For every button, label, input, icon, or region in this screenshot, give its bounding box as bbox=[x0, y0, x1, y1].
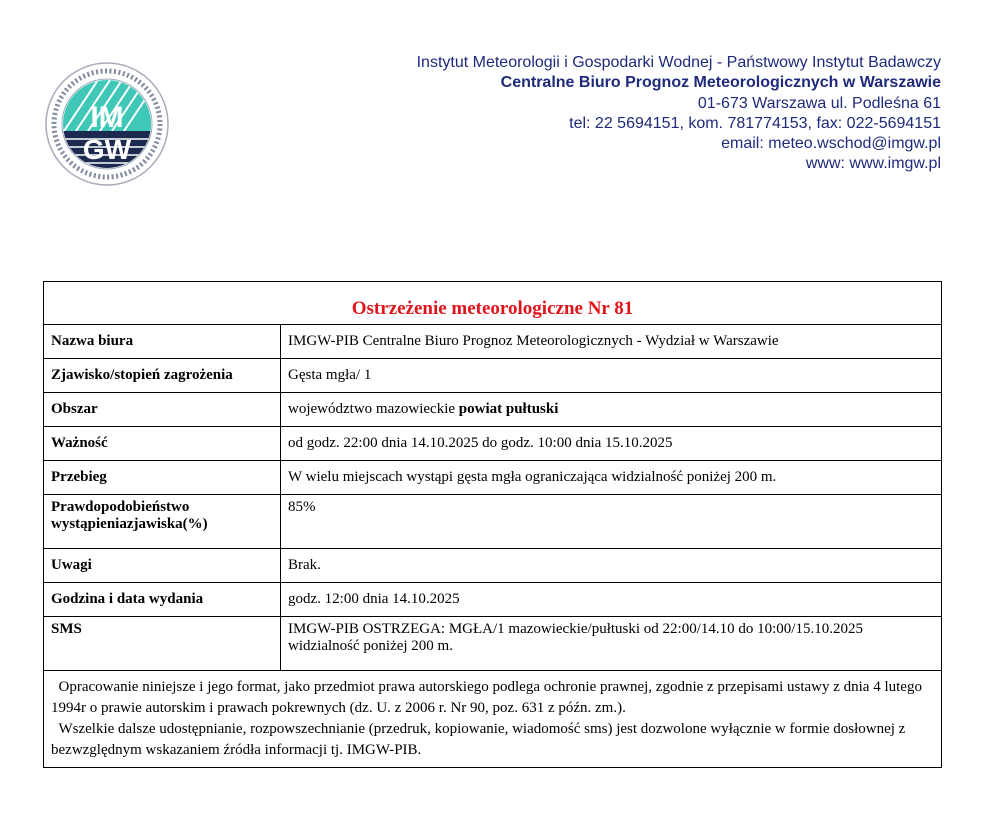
row-value: Gęsta mgła/ 1 bbox=[281, 359, 942, 393]
redistribution-paragraph: Wszelkie dalsze udostępnianie, rozpowszechnianie (przedruk, kopiowanie, wiadomość sms) jest dozwolone wyłącznie w formie dosłownej z bezwzględnym wskazaniem źródła informacji tj. IMGW-PIB. bbox=[51, 721, 906, 758]
row-label: Nazwa biura bbox=[44, 325, 281, 359]
row-label: Uwagi bbox=[44, 549, 281, 583]
row-value: godz. 12:00 dnia 14.10.2025 bbox=[281, 583, 942, 617]
row-label: Zjawisko/stopień zagrożenia bbox=[44, 359, 281, 393]
row-label: Ważność bbox=[44, 427, 281, 461]
table-row bbox=[44, 461, 942, 495]
warning-table bbox=[43, 281, 942, 768]
row-label: Przebieg bbox=[44, 461, 281, 495]
table-row bbox=[44, 393, 942, 427]
row-value: od godz. 22:00 dnia 14.10.2025 do godz. 10:00 dnia 15.10.2025 bbox=[281, 427, 942, 461]
row-label: SMS bbox=[44, 617, 281, 671]
row-label: Prawdopodobieństwo wystąpieniazjawiska(%) bbox=[44, 495, 281, 549]
table-row bbox=[44, 617, 942, 671]
copyright-paragraph: Opracowanie niniejsze i jego format, jako przedmiot prawa autorskiego podlega ochronie prawnej, zgodnie z przepisami ustawy z dnia 4 lutego 1994r o prawie autorskim i prawach pokrewnych (dz. U. z 2006 r. Nr 90, poz. 631 z późn. zm.). bbox=[51, 679, 922, 716]
copyright-notice bbox=[44, 671, 942, 768]
logo-mark-bottom: GW bbox=[82, 134, 132, 165]
copyright-row bbox=[44, 671, 942, 768]
website: www: www.imgw.pl bbox=[805, 155, 941, 173]
phone: tel: 22 5694151, kom. 781774153, fax: 022-5694151 bbox=[569, 114, 941, 132]
logo-mark-top: IM bbox=[90, 101, 124, 134]
email: email: meteo.wschod@imgw.pl bbox=[721, 135, 941, 153]
table-row bbox=[44, 549, 942, 583]
address: 01-673 Warszawa ul. Podleśna 61 bbox=[697, 94, 941, 112]
table-row bbox=[44, 325, 942, 359]
table-row bbox=[44, 495, 942, 549]
table-row bbox=[44, 359, 942, 393]
row-value: W wielu miejscach wystąpi gęsta mgła ograniczająca widzialność poniżej 200 m. bbox=[281, 461, 942, 495]
row-label: Godzina i data wydania bbox=[44, 583, 281, 617]
row-value bbox=[281, 393, 942, 427]
institution-header bbox=[417, 53, 941, 175]
row-value: IMGW-PIB Centralne Biuro Prognoz Meteorologicznych - Wydział w Warszawie bbox=[281, 325, 942, 359]
area-voivodeship: województwo mazowieckie bbox=[288, 401, 459, 417]
row-label: Obszar bbox=[44, 393, 281, 427]
office-name: Centralne Biuro Prognoz Meteorologicznych w Warszawie bbox=[500, 74, 941, 92]
row-value: IMGW-PIB OSTRZEGA: MGŁA/1 mazowieckie/pułtuski od 22:00/14.10 do 10:00/15.10.2025 widzialność poniżej 200 m. bbox=[281, 617, 942, 671]
table-row bbox=[44, 583, 942, 617]
table-row bbox=[44, 427, 942, 461]
imgw-logo bbox=[44, 61, 170, 187]
institute-name: Instytut Meteorologii i Gospodarki Wodnej - Państwowy Instytut Badawczy bbox=[416, 54, 941, 71]
area-county: powiat pułtuski bbox=[458, 401, 559, 417]
row-value: Brak. bbox=[281, 549, 942, 583]
warning-title: Ostrzeżenie meteorologiczne Nr 81 bbox=[44, 282, 942, 325]
row-value: 85% bbox=[281, 495, 942, 549]
